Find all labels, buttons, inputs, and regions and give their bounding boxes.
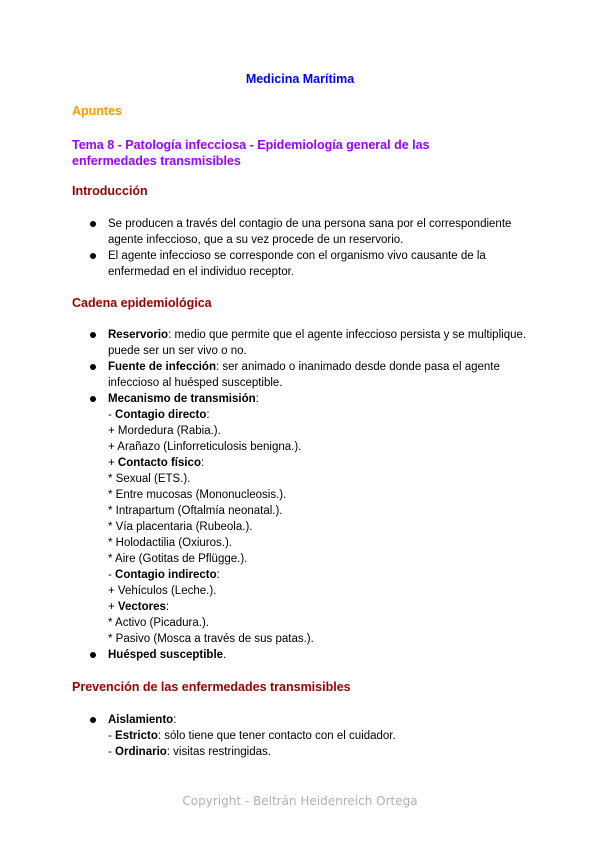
list-item (90, 359, 530, 391)
list-item (90, 216, 530, 248)
prevencion-heading: Prevención de las enfermedades transmisibles (72, 680, 351, 694)
vehiculos-line: + Vehículos (Leche.). (108, 585, 217, 597)
vectores-colon: : (165, 601, 170, 613)
directo-label: Contagio directo (115, 409, 207, 421)
list-item (90, 391, 530, 647)
ordinario-prefix: - (108, 746, 116, 758)
indirecto-line (108, 567, 530, 583)
sexual-line: * Sexual (ETS.). (108, 473, 191, 485)
intro-item-text: El agente infeccioso se corresponde con el organismo vivo causante de la enfermedad en el individuo receptor. (108, 250, 486, 278)
vectores-label: Vectores (117, 601, 166, 613)
intrapartum-line: * Intrapartum (Oftalmía neonatal.). (108, 505, 283, 517)
list-item (90, 647, 530, 663)
fuente-label: Fuente de infección (108, 361, 216, 373)
bullet-icon (90, 332, 96, 338)
pasivo-line: * Pasivo (Mosca a través de sus patas.). (108, 633, 314, 645)
aislamiento-label: Aislamiento (108, 714, 174, 726)
estricto-text: : sólo tiene que tener contacto con el cuidador. (157, 730, 396, 742)
intro-heading: Introducción (72, 184, 148, 198)
tema-line-1: Tema 8 - Patología infecciosa - Epidemiología general de las (72, 138, 430, 152)
directo-prefix: - (108, 409, 116, 421)
indirecto-label: Contagio indirecto (115, 569, 217, 581)
estricto-line (108, 728, 530, 744)
aranazo-line: + Arañazo (Linforreticulosis benigna.). (108, 441, 302, 453)
list-item (90, 248, 530, 280)
reservorio-label: Reservorio (108, 329, 169, 341)
aislamiento-colon: : (173, 714, 177, 726)
aire-line: * Aire (Gotitas de Pflügge.). (108, 553, 248, 565)
mordedura-line: + Mordedura (Rabia.). (108, 425, 221, 437)
mucosas-line: * Entre mucosas (Mononucleosis.). (108, 489, 287, 501)
ordinario-line (108, 744, 530, 760)
intro-list (90, 216, 530, 280)
intro-item-text: Se producen a través del contagio de una persona sana por el correspondiente agente infeccioso, que a su vez procede de un reservorio. (108, 218, 512, 246)
copyright-footer: Copyright - Beltrán Heidenreich Ortega (182, 794, 418, 808)
ordinario-label: Ordinario (115, 746, 167, 758)
directo-line (108, 407, 530, 423)
bullet-icon (90, 396, 96, 402)
mecanismo-colon: : (255, 393, 259, 405)
indirecto-prefix: - (108, 569, 116, 581)
indirecto-colon: : (216, 569, 220, 581)
placentaria-line: * Vía placentaria (Rubeola.). (108, 521, 253, 533)
estricto-label: Estricto (115, 730, 158, 742)
cadena-heading: Cadena epidemiológica (72, 296, 212, 310)
bullet-icon (90, 652, 96, 658)
fisico-colon: : (200, 457, 205, 469)
holodactilia-line: * Holodactilia (Oxiuros.). (108, 537, 232, 549)
estricto-prefix: - (108, 730, 116, 742)
apuntes-label: Apuntes (72, 104, 122, 118)
cadena-list (90, 327, 530, 663)
fuente-text: : ser animado o inanimado desde donde pasa el agente infeccioso al huésped susceptible. (108, 361, 500, 389)
fisico-line (108, 455, 530, 471)
list-item (90, 712, 530, 760)
document-title: Medicina Marítima (245, 72, 355, 86)
mecanismo-label: Mecanismo de transmisión (108, 393, 256, 405)
reservorio-text: : medio que permite que el agente infeccioso persista y se multiplique. puede ser un ser vivo o no. (108, 329, 527, 357)
prevencion-list (90, 712, 530, 760)
bullet-icon (90, 253, 96, 259)
huesped-period: . (223, 649, 227, 661)
huesped-label: Huésped susceptible (108, 649, 224, 661)
fisico-label: Contacto físico (117, 457, 201, 469)
bullet-icon (90, 221, 96, 227)
directo-colon: : (206, 409, 210, 421)
tema-line-2: enfermedades transmisibles (72, 154, 241, 168)
bullet-icon (90, 364, 96, 370)
bullet-icon (90, 717, 96, 723)
ordinario-text: : visitas restringidas. (166, 746, 271, 758)
vectores-prefix: + (108, 601, 118, 613)
vectores-line (108, 599, 530, 615)
tema-heading (72, 137, 432, 169)
list-item (90, 327, 530, 359)
fisico-prefix: + (108, 457, 118, 469)
activo-line: * Activo (Picadura.). (108, 617, 209, 629)
